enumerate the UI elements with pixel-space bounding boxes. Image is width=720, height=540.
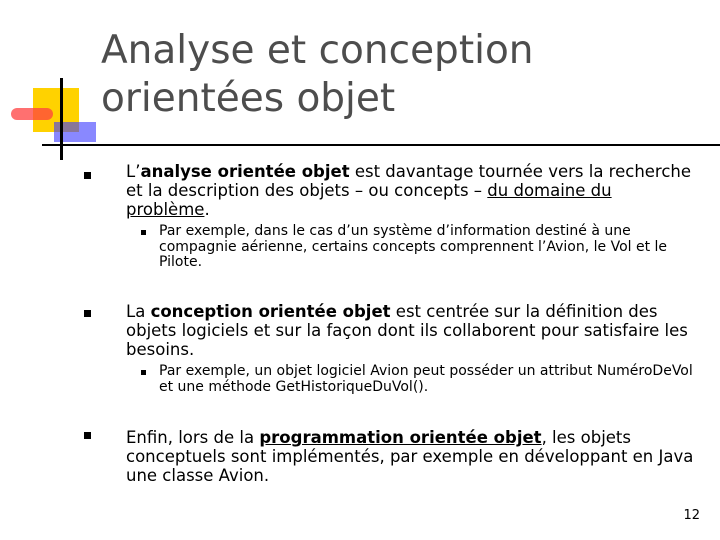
- bullet-marker: [84, 172, 91, 179]
- bullet-text-part: L’: [126, 162, 141, 181]
- bullet-bold-term: conception orientée objet: [150, 302, 391, 321]
- bullet-text-programmation: [126, 428, 696, 485]
- decorative-vertical-line: [60, 78, 63, 160]
- bullet-text-conception: [126, 302, 696, 359]
- bullet-text-part: .: [204, 200, 210, 219]
- bullet-text-part: La: [126, 302, 151, 321]
- page-number: 12: [683, 508, 700, 523]
- bullet-underlined-term: du domaine du problème: [126, 181, 612, 219]
- bullet-text-part: est centrée sur la définition des objets logiciels et sur la façon dont ils collaborent pour satisfaire les besoins.: [126, 302, 688, 359]
- bullet-bold-term: analyse orientée objet: [140, 162, 350, 181]
- bullet-marker: [84, 310, 91, 317]
- sub-bullet-text-conception-example: Par exemple, un objet logiciel Avion peut posséder un attribut NuméroDeVol et une méthode GetHistoriqueDuVol().: [159, 363, 693, 395]
- slide-title: [101, 27, 534, 123]
- sub-bullet-text-analyse-example: Par exemple, dans le cas d’un système d’information destiné à une compagnie aérienne, certains concepts comprennent l’Avion, le Vol et le Pilote.: [159, 223, 668, 270]
- bullet-marker: [84, 432, 91, 439]
- bullet-text-part: , les objets conceptuels sont implémentés, par exemple en développant en Java une classe Avion.: [126, 428, 694, 485]
- bullet-text-part: Enfin, lors de la: [126, 428, 260, 447]
- bullet-bold-term: programmation orientée objet: [259, 428, 542, 447]
- decorative-red-bar: [11, 108, 53, 120]
- slide-title-line-1: Analyse et conception: [101, 28, 534, 73]
- sub-bullet-marker: [141, 230, 146, 235]
- slide-title-line-2: orientées objet: [101, 76, 396, 121]
- bullet-text-analyse: [126, 162, 696, 219]
- sub-bullet-marker: [141, 370, 146, 375]
- title-underline-rule: [42, 144, 720, 146]
- bullet-text-part: est davantage tournée vers la recherche et la description des objets – ou concepts –: [126, 162, 692, 200]
